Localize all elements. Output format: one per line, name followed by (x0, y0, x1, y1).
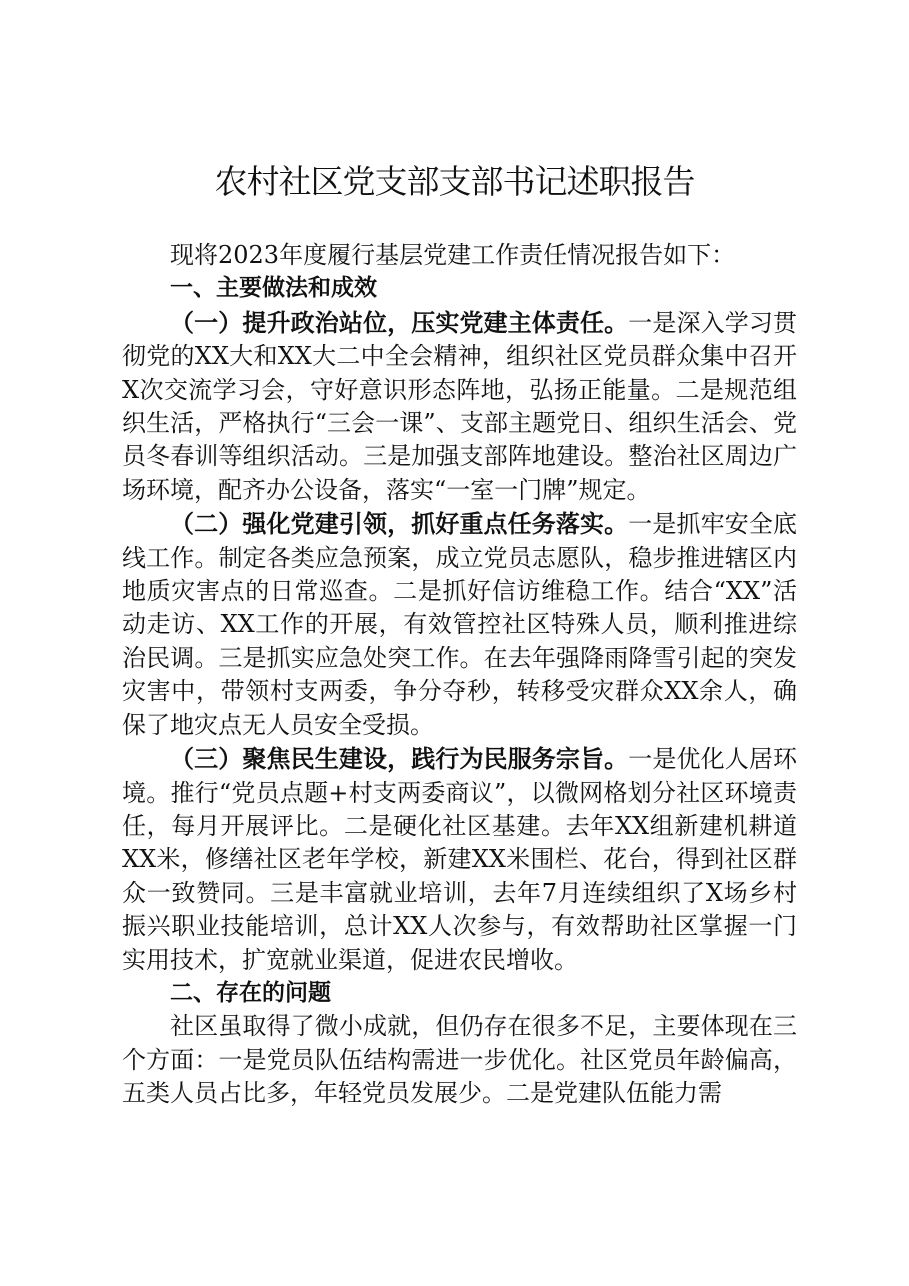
section1-item-3-lead: （三）聚焦民生建设，践行为民服务宗旨。 (170, 744, 629, 774)
section1-heading: 一、主要做法和成效 (170, 275, 377, 302)
section1-item-2-lead: （二）强化党建引领，抓好重点任务落实。 (170, 509, 629, 539)
section2-paragraph: 社区虽取得了微小成就，但仍存在很多不足，主要体现在三个方面：一是党员队伍结构需进一步优化。社区党员年龄偏高，五类人员占比多，年轻党员发展少。二是党建队伍能力需 (122, 1012, 797, 1108)
document-title: 农村社区党支部支部书记述职报告 (214, 162, 695, 201)
section2-heading: 二、存在的问题 (170, 979, 331, 1006)
section1-item-1-lead: （一）提升政治站位，压实党建主体责任。 (170, 307, 629, 337)
document-body (122, 239, 797, 1111)
section1-item-3 (122, 742, 797, 977)
section1-item-1 (122, 306, 797, 507)
section1-item-2-text: 一是抓牢安全底线工作。制定各类应急预案，成立党员志愿队，稳步推进辖区内地质灾害点的日常巡查。二是抓好信访维稳工作。结合“XX”活动走访、XX工作的开展，有效管控社区特殊人员，顺利推进综治民调。三是抓实应急处突工作。在去年强降雨降雪引起的突发灾害中，带领村支两委，争分夺秒，转移受灾群众XX余人，确保了地灾点无人员安全受损。 (122, 510, 798, 739)
intro-paragraph: 现将2023年度履行基层党建工作责任情况报告如下： (170, 241, 736, 269)
section1-item-2 (122, 507, 797, 742)
section1-item-1-text: 一是深入学习贯彻党的XX大和XX大二中全会精神，组织社区党员群众集中召开X次交流学习会，守好意识形态阵地，弘扬正能量。二是规范组织生活，严格执行“三会一课”、支部主题党日、组织生活会、党员冬春训等组织活动。三是加强支部阵地建设。整治社区周边广场环境，配齐办公设备，落实“一室一门牌”规定。 (122, 308, 798, 504)
section1-item-3-text: 一是优化人居环境。推行“党员点题+村支两委商议”，以微网格划分社区环境责任，每月开展评比。二是硬化社区基建。去年XX组新建机耕道XX米，修缮社区老年学校，新建XX米围栏、花台，得到社区群众一致赞同。三是丰富就业培训，去年7月连续组织了X场乡村振兴职业技能培训，总计XX人次参与，有效帮助社区掌握一门实用技术，扩宽就业渠道，促进农民增收。 (122, 745, 798, 974)
